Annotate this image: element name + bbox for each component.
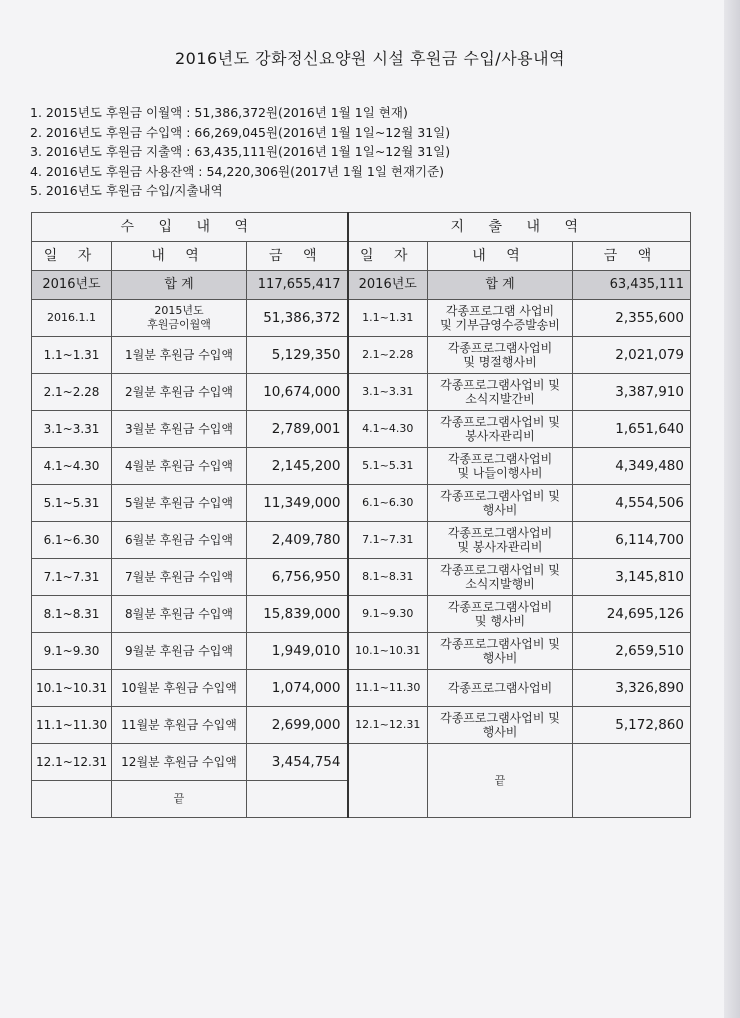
expense-date: 11.1~11.30	[348, 670, 428, 707]
expense-date: 8.1~8.31	[348, 559, 428, 596]
expense-amount-empty	[573, 744, 691, 818]
expense-amount: 24,695,126	[573, 596, 691, 633]
expense-desc-line1: 각종프로그램사업비	[447, 526, 553, 540]
expense-date: 7.1~7.31	[348, 522, 428, 559]
expense-desc-line1: 각종프로그램사업비 및	[440, 637, 560, 651]
income-desc	[112, 411, 247, 448]
income-total-year: 2016년도	[32, 271, 112, 300]
summary-item-carryover: 1. 2015년도 후원금 이월액 : 51,386,372원(2016년 1월 1일 현재)	[30, 105, 408, 120]
expense-col-desc: 내 역	[428, 242, 573, 271]
table-row	[32, 300, 691, 337]
table-row	[32, 744, 691, 781]
expense-desc-line2: 및 기부금영수증발송비	[440, 318, 560, 332]
income-section-header: 수 입 내 역	[32, 213, 348, 242]
expense-amount: 5,172,860	[573, 707, 691, 744]
expense-section-header: 지 출 내 역	[348, 213, 691, 242]
income-date: 10.1~10.31	[32, 670, 112, 707]
income-desc-line1: 3월분 후원금 수입액	[124, 422, 233, 436]
expense-amount: 3,145,810	[573, 559, 691, 596]
expense-total-year: 2016년도	[348, 271, 428, 300]
income-desc	[112, 374, 247, 411]
income-desc-line1: 2015년도	[154, 304, 204, 317]
income-date: 5.1~5.31	[32, 485, 112, 522]
income-desc	[112, 744, 247, 781]
income-desc-line1: 2월분 후원금 수입액	[124, 385, 233, 399]
income-amount: 51,386,372	[247, 300, 348, 337]
page-title: 2016년도 강화정신요양원 시설 후원금 수입/사용내역	[174, 49, 566, 68]
expense-amount: 1,651,640	[573, 411, 691, 448]
expense-date: 3.1~3.31	[348, 374, 428, 411]
income-desc-line1: 10월분 후원금 수입액	[121, 681, 237, 695]
expense-amount: 4,349,480	[573, 448, 691, 485]
income-desc	[112, 485, 247, 522]
expense-desc	[428, 559, 573, 596]
income-desc	[112, 707, 247, 744]
income-desc	[112, 448, 247, 485]
income-date: 4.1~4.30	[32, 448, 112, 485]
income-amount: 11,349,000	[247, 485, 348, 522]
table-row	[32, 559, 691, 596]
expense-amount: 6,114,700	[573, 522, 691, 559]
expense-date-empty	[348, 744, 428, 818]
page-edge-shadow	[724, 0, 740, 1018]
income-desc-line1: 1월분 후원금 수입액	[124, 348, 233, 362]
income-desc	[112, 559, 247, 596]
table-row	[32, 707, 691, 744]
income-amount: 2,409,780	[247, 522, 348, 559]
expense-amount: 4,554,506	[573, 485, 691, 522]
expense-date: 9.1~9.30	[348, 596, 428, 633]
expense-date: 5.1~5.31	[348, 448, 428, 485]
expense-desc	[428, 670, 573, 707]
income-amount: 2,699,000	[247, 707, 348, 744]
table-row	[32, 596, 691, 633]
income-desc	[112, 596, 247, 633]
expense-desc	[428, 411, 573, 448]
summary-item-balance: 4. 2016년도 후원금 사용잔액 : 54,220,306원(2017년 1월 1일 현재기준)	[30, 163, 445, 179]
summary-item-details: 5. 2016년도 후원금 수입/지출내역	[30, 183, 223, 198]
income-desc	[112, 337, 247, 374]
income-total-amount: 117,655,417	[247, 271, 348, 300]
table-row	[32, 411, 691, 448]
income-desc-line1: 5월분 후원금 수입액	[124, 496, 233, 510]
income-amount: 15,839,000	[247, 596, 348, 633]
expense-desc	[428, 448, 573, 485]
income-total-label: 합 계	[112, 271, 247, 300]
expense-desc	[428, 522, 573, 559]
income-desc-line1: 11월분 후원금 수입액	[121, 718, 237, 732]
income-desc-line1: 8월분 후원금 수입액	[124, 607, 233, 621]
expense-col-amount: 금 액	[573, 242, 691, 271]
income-date: 6.1~6.30	[32, 522, 112, 559]
total-row	[32, 271, 691, 300]
expense-desc-line2: 소식지발행비	[465, 577, 535, 591]
summary-item-expense: 3. 2016년도 후원금 지출액 : 63,435,111원(2016년 1월 1일~12월 31일)	[30, 144, 451, 159]
income-date: 1.1~1.31	[32, 337, 112, 374]
expense-total-label: 합 계	[428, 271, 573, 300]
expense-desc-line1: 각종프로그램사업비 및	[440, 711, 560, 725]
income-desc-line2: 후원금이월액	[147, 318, 211, 331]
expense-end-mark: 끝	[428, 744, 573, 818]
expense-date: 6.1~6.30	[348, 485, 428, 522]
income-desc-line1: 9월분 후원금 수입액	[124, 644, 233, 658]
income-desc-line1: 6월분 후원금 수입액	[124, 533, 233, 547]
table-row	[32, 374, 691, 411]
income-amount: 2,145,200	[247, 448, 348, 485]
ledger-table	[31, 212, 691, 818]
table-row	[32, 485, 691, 522]
expense-desc-line2: 봉사자관리비	[465, 429, 535, 443]
expense-desc-line2: 소식지발간비	[465, 392, 535, 406]
expense-amount: 2,659,510	[573, 633, 691, 670]
expense-desc	[428, 633, 573, 670]
expense-desc-line2: 및 명절행사비	[463, 355, 537, 369]
expense-date: 10.1~10.31	[348, 633, 428, 670]
income-date: 7.1~7.31	[32, 559, 112, 596]
income-date: 11.1~11.30	[32, 707, 112, 744]
expense-desc	[428, 707, 573, 744]
expense-desc-line1: 각종프로그램사업비 및	[440, 415, 560, 429]
summary-list	[30, 103, 450, 201]
income-desc-line1: 7월분 후원금 수입액	[124, 570, 233, 584]
expense-desc	[428, 596, 573, 633]
income-amount: 10,674,000	[247, 374, 348, 411]
income-col-desc: 내 역	[112, 242, 247, 271]
expense-desc-line2: 행사비	[482, 503, 518, 517]
income-desc	[112, 670, 247, 707]
expense-desc-line1: 각종프로그램사업비	[447, 452, 553, 466]
income-amount: 5,129,350	[247, 337, 348, 374]
expense-desc	[428, 485, 573, 522]
income-date-empty	[32, 781, 112, 818]
expense-desc	[428, 337, 573, 374]
expense-desc-line1: 각종프로그램사업비 및	[440, 489, 560, 503]
income-desc	[112, 522, 247, 559]
income-date: 2016.1.1	[32, 300, 112, 337]
expense-date: 2.1~2.28	[348, 337, 428, 374]
income-date: 9.1~9.30	[32, 633, 112, 670]
expense-desc-line2: 행사비	[482, 725, 518, 739]
expense-amount: 2,355,600	[573, 300, 691, 337]
expense-desc	[428, 300, 573, 337]
income-desc	[112, 633, 247, 670]
income-date: 12.1~12.31	[32, 744, 112, 781]
expense-desc-line1: 각종프로그램사업비 및	[440, 378, 560, 392]
expense-desc	[428, 374, 573, 411]
income-col-amount: 금 액	[247, 242, 348, 271]
expense-amount: 3,387,910	[573, 374, 691, 411]
expense-desc-line1: 각종프로그램사업비	[447, 681, 553, 695]
income-end-mark: 끝	[112, 781, 247, 818]
table-row	[32, 522, 691, 559]
income-col-date: 일 자	[32, 242, 112, 271]
expense-desc-line1: 각종프로그램사업비	[447, 600, 553, 614]
income-amount: 1,949,010	[247, 633, 348, 670]
expense-amount: 3,326,890	[573, 670, 691, 707]
summary-item-income: 2. 2016년도 후원금 수입액 : 66,269,045원(2016년 1월 1일~12월 31일)	[30, 124, 451, 140]
income-amount: 1,074,000	[247, 670, 348, 707]
expense-desc-line2: 및 봉사자관리비	[457, 540, 543, 554]
income-amount: 3,454,754	[247, 744, 348, 781]
expense-desc-line2: 및 나들이행사비	[457, 466, 543, 480]
expense-desc-line1: 각종프로그램 사업비	[445, 304, 555, 318]
expense-desc-line1: 각종프로그램사업비	[447, 341, 553, 355]
income-date: 2.1~2.28	[32, 374, 112, 411]
expense-desc-line1: 각종프로그램사업비 및	[440, 563, 560, 577]
table-row	[32, 337, 691, 374]
table-row	[32, 633, 691, 670]
income-amount-empty	[247, 781, 348, 818]
expense-col-date: 일 자	[348, 242, 428, 271]
table-row	[32, 670, 691, 707]
income-amount: 2,789,001	[247, 411, 348, 448]
expense-date: 12.1~12.31	[348, 707, 428, 744]
income-date: 8.1~8.31	[32, 596, 112, 633]
income-desc-line1: 12월분 후원금 수입액	[121, 755, 237, 769]
expense-desc-line2: 및 행사비	[474, 614, 526, 628]
expense-date: 4.1~4.30	[348, 411, 428, 448]
expense-date: 1.1~1.31	[348, 300, 428, 337]
income-amount: 6,756,950	[247, 559, 348, 596]
income-date: 3.1~3.31	[32, 411, 112, 448]
expense-amount: 2,021,079	[573, 337, 691, 374]
income-desc	[112, 300, 247, 337]
expense-desc-line2: 행사비	[482, 651, 518, 665]
expense-total-amount: 63,435,111	[573, 271, 691, 300]
income-desc-line1: 4월분 후원금 수입액	[124, 459, 233, 473]
table-row	[32, 448, 691, 485]
